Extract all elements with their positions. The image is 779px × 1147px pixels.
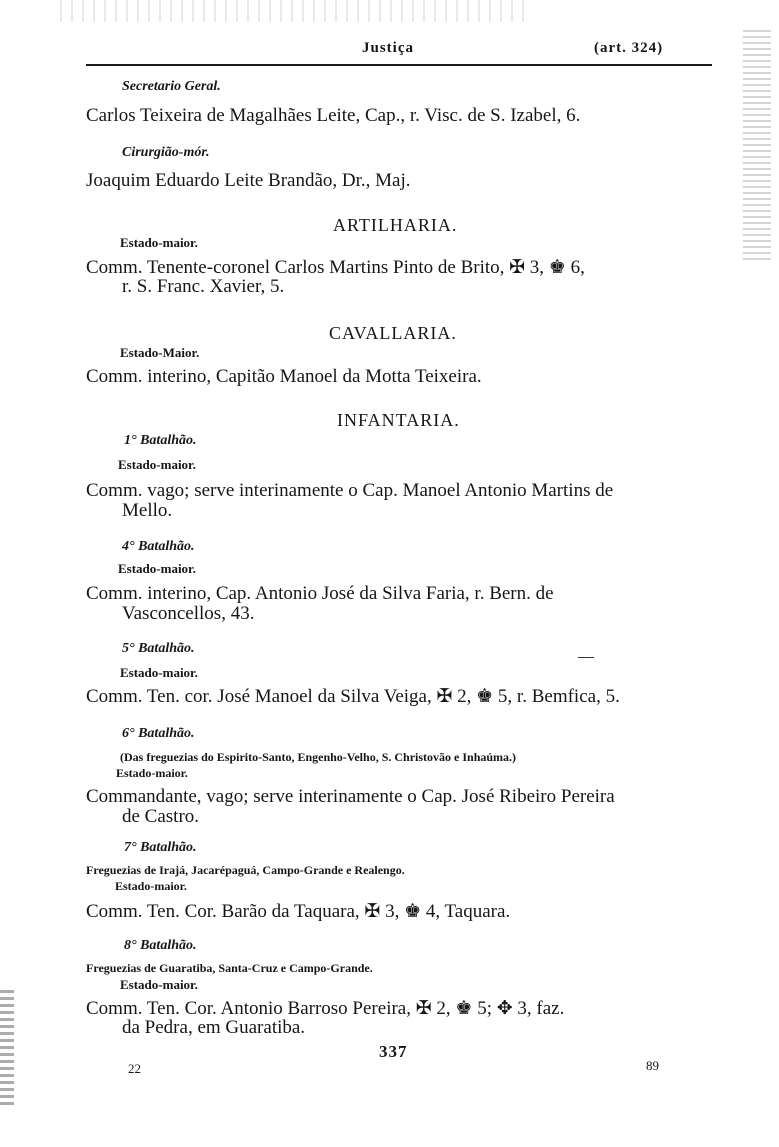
batalhao-5-label: 5° Batalhão. [122, 641, 195, 656]
batalhao-6-note: (Das freguezias do Espirito-Santo, Engenho-Velho, S. Christovão e Inhaúma.) [120, 750, 517, 764]
secretario-entry: Carlos Teixeira de Magalhães Leite, Cap., r. Visc. de S. Izabel, 6. [86, 105, 581, 126]
section-heading-infantaria: INFANTARIA. [337, 410, 460, 430]
cavallaria-entry: Comm. interino, Capitão Manoel da Motta Teixeira. [86, 366, 482, 387]
section-heading-cavallaria: CAVALLARIA. [329, 323, 457, 343]
batalhao-4-subheading: Estado-maior. [118, 561, 196, 576]
page-edge-shadow [743, 30, 771, 260]
batalhao-1-entry-line1: Comm. vago; serve interinamente o Cap. Manoel Antonio Martins de [86, 480, 614, 501]
batalhao-8-entry-line1: Comm. Ten. Cor. Antonio Barroso Pereira, ✠ 2, ♚ 5; ✥ 3, faz. [86, 998, 565, 1019]
artilharia-subheading: Estado-maior. [120, 235, 198, 250]
header-rule [86, 64, 712, 66]
article-reference: (art. 324) [594, 40, 664, 56]
page-speckle [60, 0, 530, 22]
footer-number-right: 89 [646, 1058, 659, 1073]
artilharia-entry-line1: Comm. Tenente-coronel Carlos Martins Pinto de Brito, ✠ 3, ♚ 6, [86, 257, 585, 278]
batalhao-8-label: 8° Batalhão. [124, 938, 197, 953]
artilharia-entry-line2: r. S. Franc. Xavier, 5. [122, 276, 285, 297]
margin-dash [578, 657, 594, 658]
batalhao-1-entry-line2: Mello. [122, 500, 173, 521]
signature-mark: 22 [128, 1061, 141, 1076]
batalhao-6-label: 6° Batalhão. [122, 726, 195, 741]
batalhao-7-note: Freguezias de Irajá, Jacarépaguá, Campo-Grande e Realengo. [86, 863, 405, 877]
batalhao-8-note: Freguezias de Guaratiba, Santa-Cruz e Campo-Grande. [86, 961, 373, 975]
batalhao-8-subheading: Estado-maior. [120, 977, 198, 992]
batalhao-1-subheading: Estado-maior. [118, 457, 196, 472]
batalhao-6-subheading: Estado-maior. [116, 766, 188, 780]
running-title: Justiça [362, 40, 414, 56]
batalhao-4-label: 4° Batalhão. [122, 539, 195, 554]
section-heading-artilharia: ARTILHARIA. [333, 215, 458, 235]
batalhao-7-label: 7° Batalhão. [124, 840, 197, 855]
batalhao-5-entry: Comm. Ten. cor. José Manoel da Silva Veiga, ✠ 2, ♚ 5, r. Bemfica, 5. [86, 686, 620, 707]
batalhao-5-subheading: Estado-maior. [120, 665, 198, 680]
cirurgiao-entry: Joaquim Eduardo Leite Brandão, Dr., Maj. [86, 170, 411, 191]
batalhao-4-entry-line2: Vasconcellos, 43. [122, 603, 255, 624]
batalhao-6-entry-line1: Commandante, vago; serve interinamente o Cap. José Ribeiro Pereira [86, 786, 615, 807]
batalhao-8-entry-line2: da Pedra, em Guaratiba. [122, 1017, 306, 1038]
page-edge-shadow-left [0, 990, 14, 1105]
cirurgiao-label: Cirurgião-mór. [122, 145, 210, 160]
batalhao-6-entry-line2: de Castro. [122, 806, 200, 827]
cavallaria-subheading: Estado-Maior. [120, 345, 200, 360]
page-number: 337 [379, 1042, 408, 1061]
batalhao-4-entry-line1: Comm. interino, Cap. Antonio José da Silva Faria, r. Bern. de [86, 583, 554, 604]
batalhao-1-label: 1° Batalhão. [124, 433, 197, 448]
batalhao-7-subheading: Estado-maior. [115, 879, 187, 893]
batalhao-7-entry: Comm. Ten. Cor. Barão da Taquara, ✠ 3, ♚ 4, Taquara. [86, 901, 511, 922]
secretario-label: Secretario Geral. [122, 79, 221, 94]
